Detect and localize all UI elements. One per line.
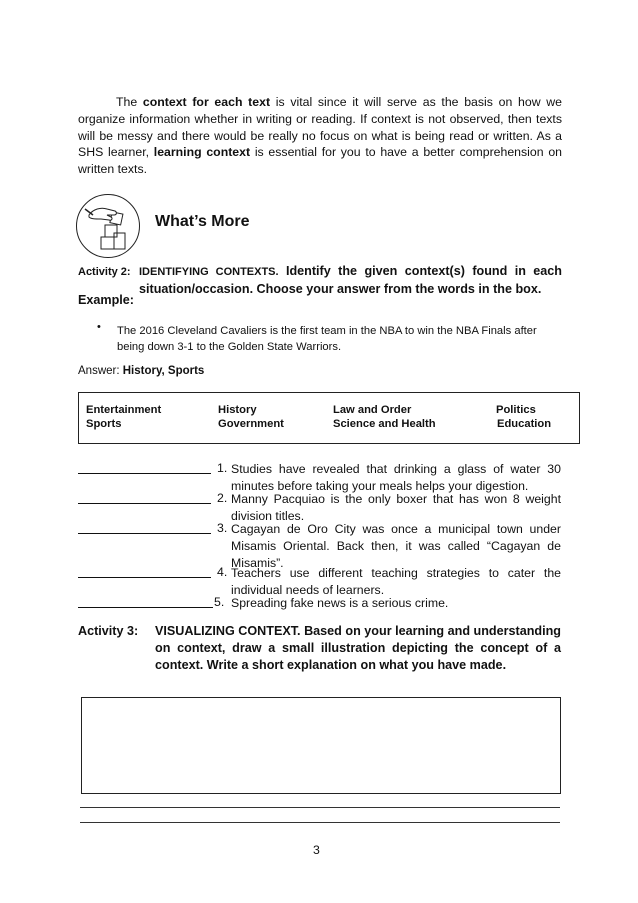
- intro-paragraph: [78, 94, 562, 178]
- choice-government: Government: [218, 418, 284, 430]
- item-number: 4.: [217, 565, 228, 579]
- intro-text-3: is essential for you to have a better comprehension on written texts.: [78, 145, 562, 177]
- page-number: 3: [313, 843, 320, 857]
- activity-3-label: Activity 3:: [78, 624, 139, 638]
- activity-2-instructions: [139, 263, 562, 298]
- item-text: Teachers use different teaching strategies to cater the individual needs of learners.: [231, 566, 561, 597]
- activity-2-title: IDENTIFYING CONTEXTS.: [139, 266, 279, 278]
- item-text: Studies have revealed that drinking a glass of water 30 minutes before taking your meals helps your digestion.: [231, 462, 561, 493]
- item-number: 3.: [217, 521, 228, 535]
- choice-entertainment: Entertainment: [86, 404, 162, 416]
- section-title: What’s More: [155, 213, 250, 230]
- choice-politics: Politics: [496, 404, 536, 416]
- item-text: Spreading fake news is a serious crime.: [231, 596, 449, 610]
- hand-stacking-blocks-icon: [76, 194, 140, 258]
- answer-label: Answer:: [78, 365, 123, 377]
- answer-blank-2[interactable]: [78, 503, 211, 504]
- intro-bold-2: learning context: [153, 145, 251, 160]
- illustration-box[interactable]: [81, 697, 561, 794]
- choice-education: Education: [497, 418, 552, 430]
- choices-box: [78, 392, 580, 444]
- intro-text-2: is vital since it will serve as the basis on how we organize information whether in writing or reading. If context is not observed, then texts will be messy and there would be really no focus on what is being read or written. As a SHS learner,: [78, 95, 562, 160]
- example-text: The 2016 Cleveland Cavaliers is the first team in the NBA to win the NBA Finals after being down 3-1 to the Golden State Warriors.: [117, 325, 537, 353]
- choice-law-and-order: Law and Order: [333, 404, 412, 416]
- answer-value: History, Sports: [122, 365, 205, 377]
- item-number: 5.: [214, 595, 225, 609]
- explanation-line-1[interactable]: [80, 807, 560, 808]
- choice-sports: Sports: [86, 418, 122, 430]
- choice-history: History: [218, 404, 257, 416]
- bullet-icon: •: [97, 321, 101, 333]
- answer-blank-1[interactable]: [78, 473, 211, 474]
- answer-blank-4[interactable]: [78, 577, 211, 578]
- item-text: Cagayan de Oro City was once a municipal town under Misamis Oriental. Back then, it was called “Cagayan de Misamis”.: [231, 522, 561, 570]
- choice-science-and-health: Science and Health: [333, 418, 436, 430]
- intro-bold-1: context for each text: [142, 95, 271, 109]
- item-number: 2.: [217, 491, 228, 505]
- answer-blank-3[interactable]: [78, 533, 211, 534]
- explanation-line-2[interactable]: [80, 822, 560, 823]
- activity-2-text: Identify the given context(s) found in each situation/occasion. Choose your answer from the words in the box.: [139, 264, 562, 296]
- example-label: Example:: [78, 293, 134, 307]
- answer-blank-5[interactable]: [78, 607, 213, 608]
- example-answer: [78, 365, 204, 377]
- item-text: Manny Pacquiao is the only boxer that has won 8 weight division titles.: [231, 492, 561, 523]
- intro-text-1: The: [116, 95, 143, 109]
- activity-3-instructions: VISUALIZING CONTEXT. Based on your learning and understanding on context, draw a small illustration depicting the concept of a context. Write a short explanation on what you have made.: [155, 624, 561, 672]
- item-number: 1.: [217, 461, 228, 475]
- activity-2-label: Activity 2:: [78, 266, 131, 278]
